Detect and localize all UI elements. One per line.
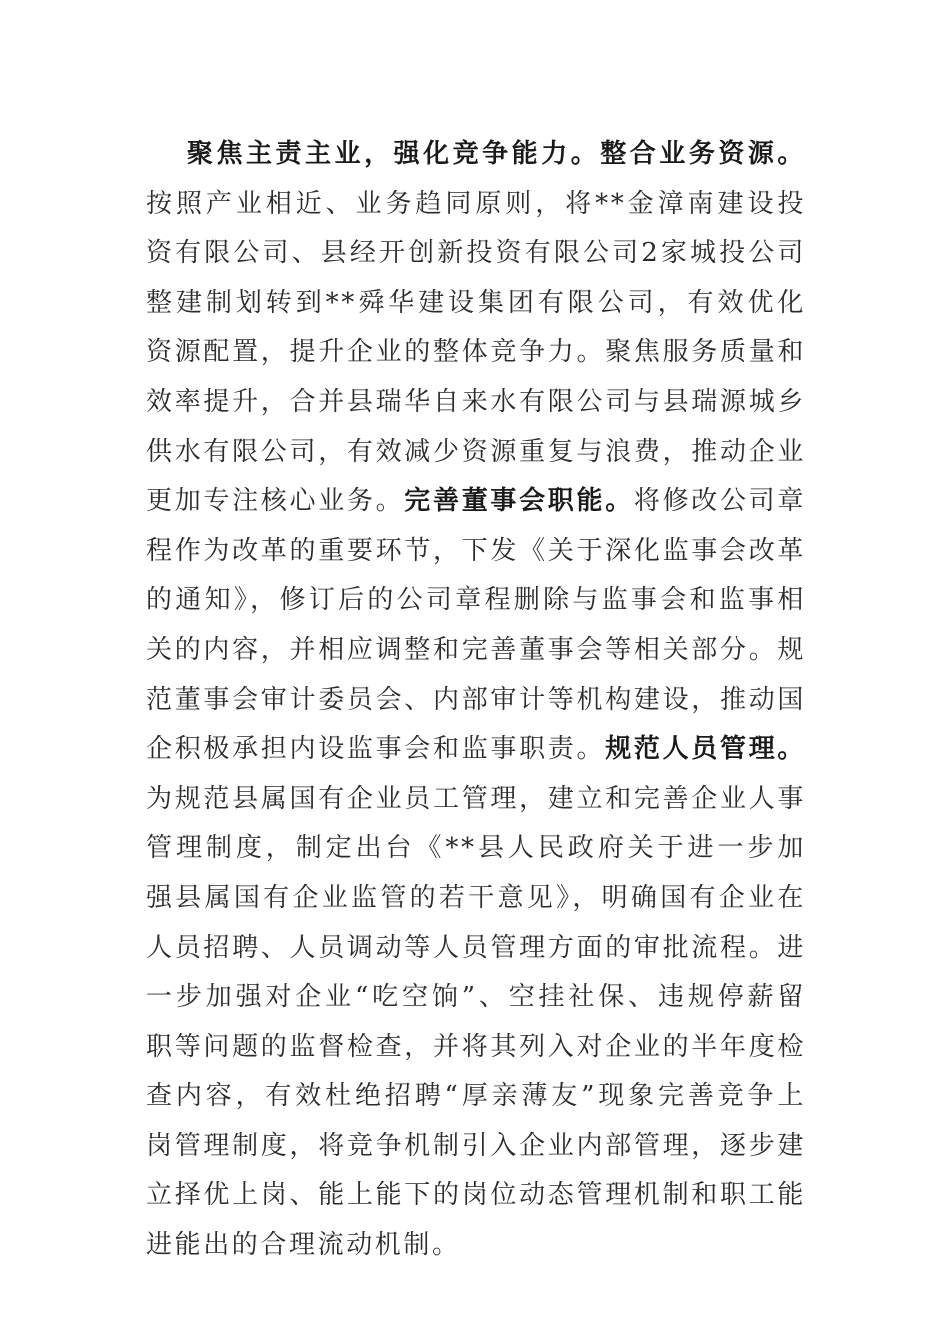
lead-heading-personnel-management: 规范人员管理。 xyxy=(605,734,806,765)
lead-heading-business-resources: 聚焦主责主业，强化竞争能力。整合业务资源。 xyxy=(186,139,806,169)
text-personnel-management: 为规范县属国有企业员工管理，建立和完善企业人事管理制度，制定出台《**县人民政府关于进一步加强县属国有企业监管的若干意见》，明确国有企业在人员招聘、人员调动等人员管理方面的审批流程。进一步加强对企业“吃空饷”、空挂社保、违规停薪留职等问题的监督检查，并将其列入对企业的半年度检查内容，有效杜绝招聘“厚亲薄友”现象完善竞争上岗管理制度，将竞争机制引入企业内部管理，逐步建立择优上岗、能上能下的岗位动态管理机制和职工能进能出的合理流动机制。 xyxy=(146,783,806,1261)
body-paragraph xyxy=(146,130,806,1271)
text-board-functions: 将修改公司章程作为改革的重要环节，下发《关于深化监事会改革的通知》，修订后的公司章程删除与监事会和监事相关的内容，并相应调整和完善董事会等相关部分。规范董事会审计委员会、内部审计等机构建设，推动国企积极承担内设监事会和监事职责。 xyxy=(146,486,806,765)
lead-heading-board-functions: 完善董事会职能。 xyxy=(404,486,634,517)
text-business-resources: 按照产业相近、业务趋同原则，将**金漳南建设投资有限公司、县经开创新投资有限公司2家城投公司整建制划转到**舜华建设集团有限公司，有效优化资源配置，提升企业的整体竞争力。聚焦服务质量和效率提升，合并县瑞华自来水有限公司与县瑞源城乡供水有限公司，有效减少资源重复与浪费，推动企业更加专注核心业务。 xyxy=(146,188,806,517)
